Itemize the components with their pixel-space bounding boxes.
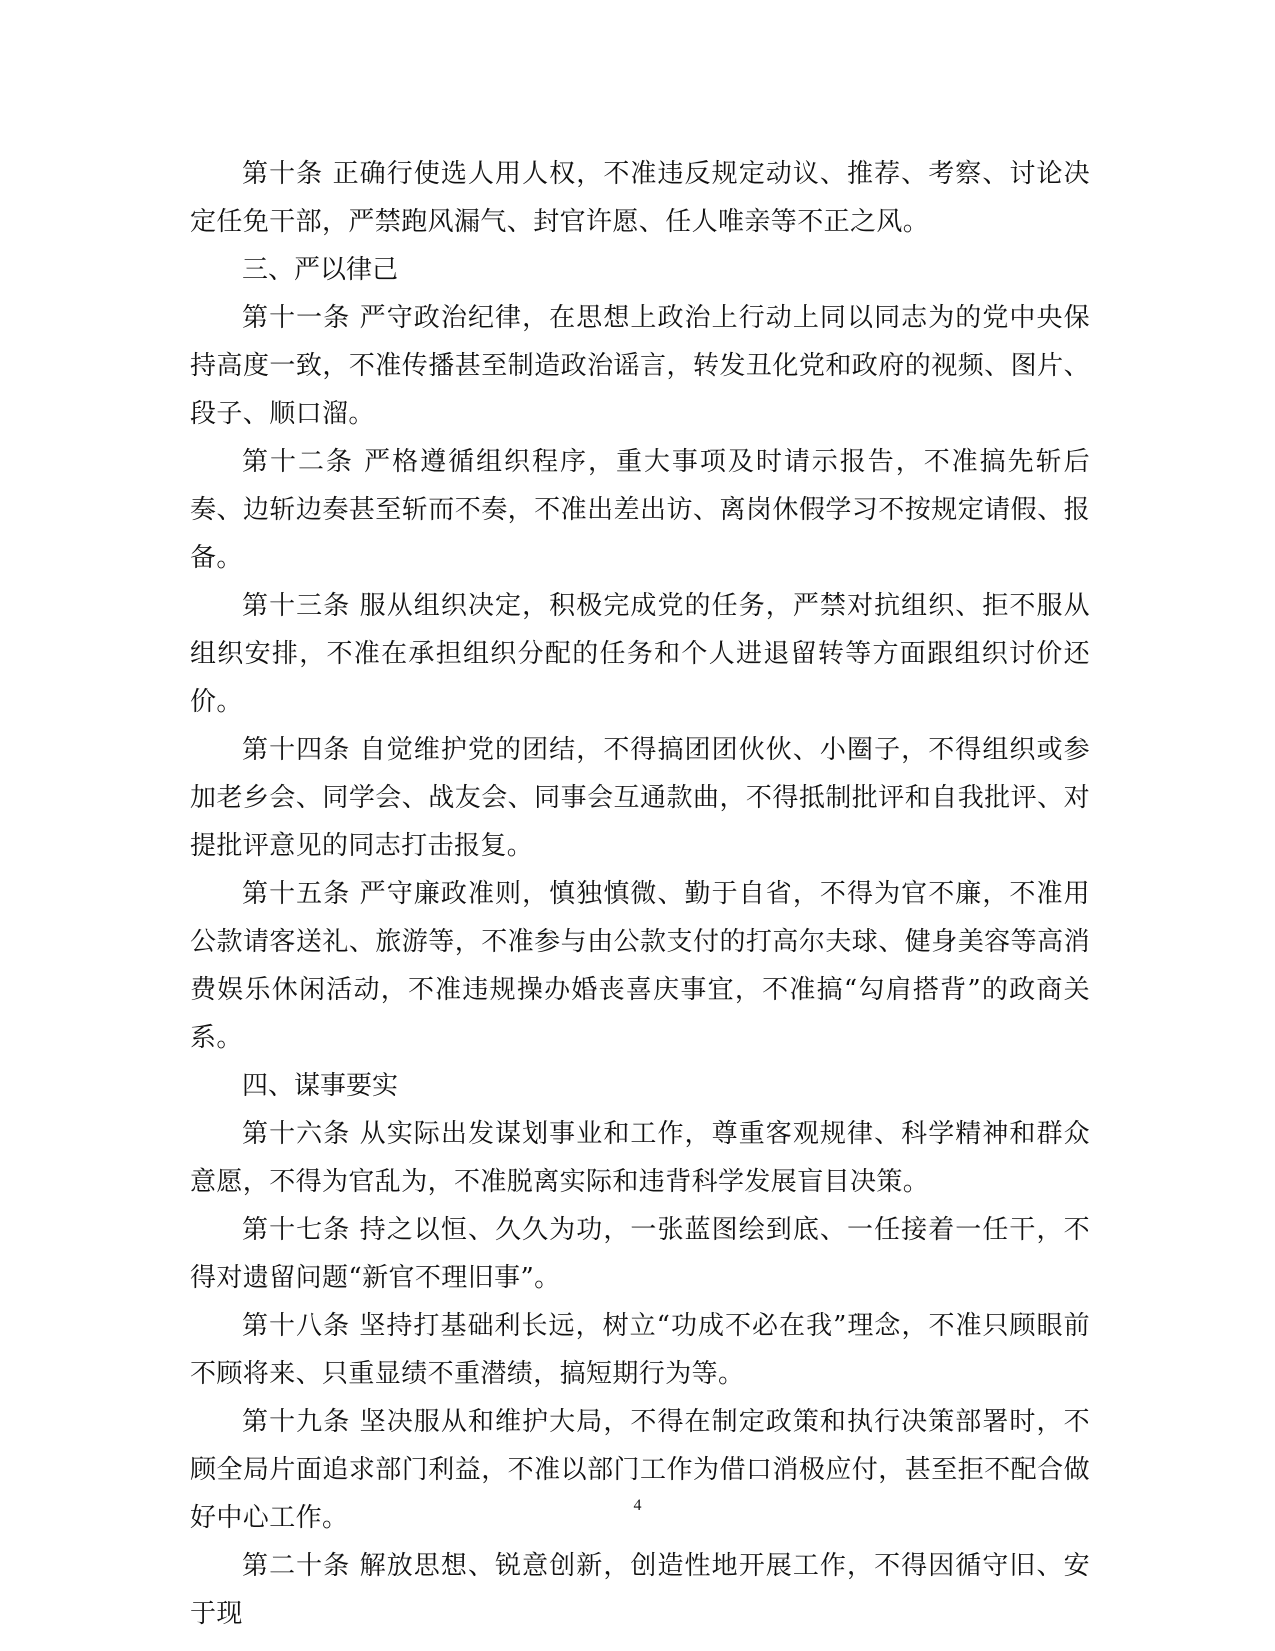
article-17: 第十七条 持之以恒、久久为功，一张蓝图绘到底、一任接着一任干，不得对遗留问题“新官不理旧事”。 [190,1215,1090,1293]
article-13: 第十三条 服从组织决定，积极完成党的任务，严禁对抗组织、拒不服从组织安排，不准在承担组织分配的任务和个人进退留转等方面跟组织讨价还价。 [190,591,1090,717]
article-12: 第十二条 严格遵循组织程序，重大事项及时请示报告，不准搞先斩后奏、边斩边奏甚至斩而不奏，不准出差出访、离岗休假学习不按规定请假、报备。 [190,447,1090,573]
article-15: 第十五条 严守廉政准则，慎独慎微、勤于自省，不得为官不廉，不准用公款请客送礼、旅游等，不准参与由公款支付的打高尔夫球、健身美容等高消费娱乐休闲活动，不准违规操办婚丧喜庆事宜，不准搞“勾肩搭背”的政商关系。 [190,879,1090,1053]
article-18: 第十八条 坚持打基础利长远，树立“功成不必在我”理念，不准只顾眼前不顾将来、只重显绩不重潜绩，搞短期行为等。 [190,1311,1090,1389]
article-16: 第十六条 从实际出发谋划事业和工作，尊重客观规律、科学精神和群众意愿，不得为官乱为，不准脱离实际和违背科学发展盲目决策。 [190,1119,1090,1197]
article-10: 第十条 正确行使选人用人权，不准违反规定动议、推荐、考察、讨论决定任免干部，严禁跑风漏气、封官许愿、任人唯亲等不正之风。 [190,159,1090,237]
article-20: 第二十条 解放思想、锐意创新，创造性地开展工作，不得因循守旧、安于现 [190,1551,1090,1629]
document-body [190,150,1090,1638]
article-14: 第十四条 自觉维护党的团结，不得搞团团伙伙、小圈子，不得组织或参加老乡会、同学会、战友会、同事会互通款曲，不得抵制批评和自我批评、对提批评意见的同志打击报复。 [190,735,1090,861]
section-heading-4: 四、谋事要实 [242,1071,399,1101]
page-number: 4 [633,1497,642,1514]
article-19: 第十九条 坚决服从和维护大局，不得在制定政策和执行决策部署时，不顾全局片面追求部门利益，不准以部门工作为借口消极应付，甚至拒不配合做好中心工作。 [190,1407,1090,1533]
section-heading-3: 三、严以律己 [242,255,399,285]
article-11: 第十一条 严守政治纪律，在思想上政治上行动上同以同志为的党中央保持高度一致，不准传播甚至制造政治谣言，转发丑化党和政府的视频、图片、段子、顺口溜。 [190,303,1090,429]
